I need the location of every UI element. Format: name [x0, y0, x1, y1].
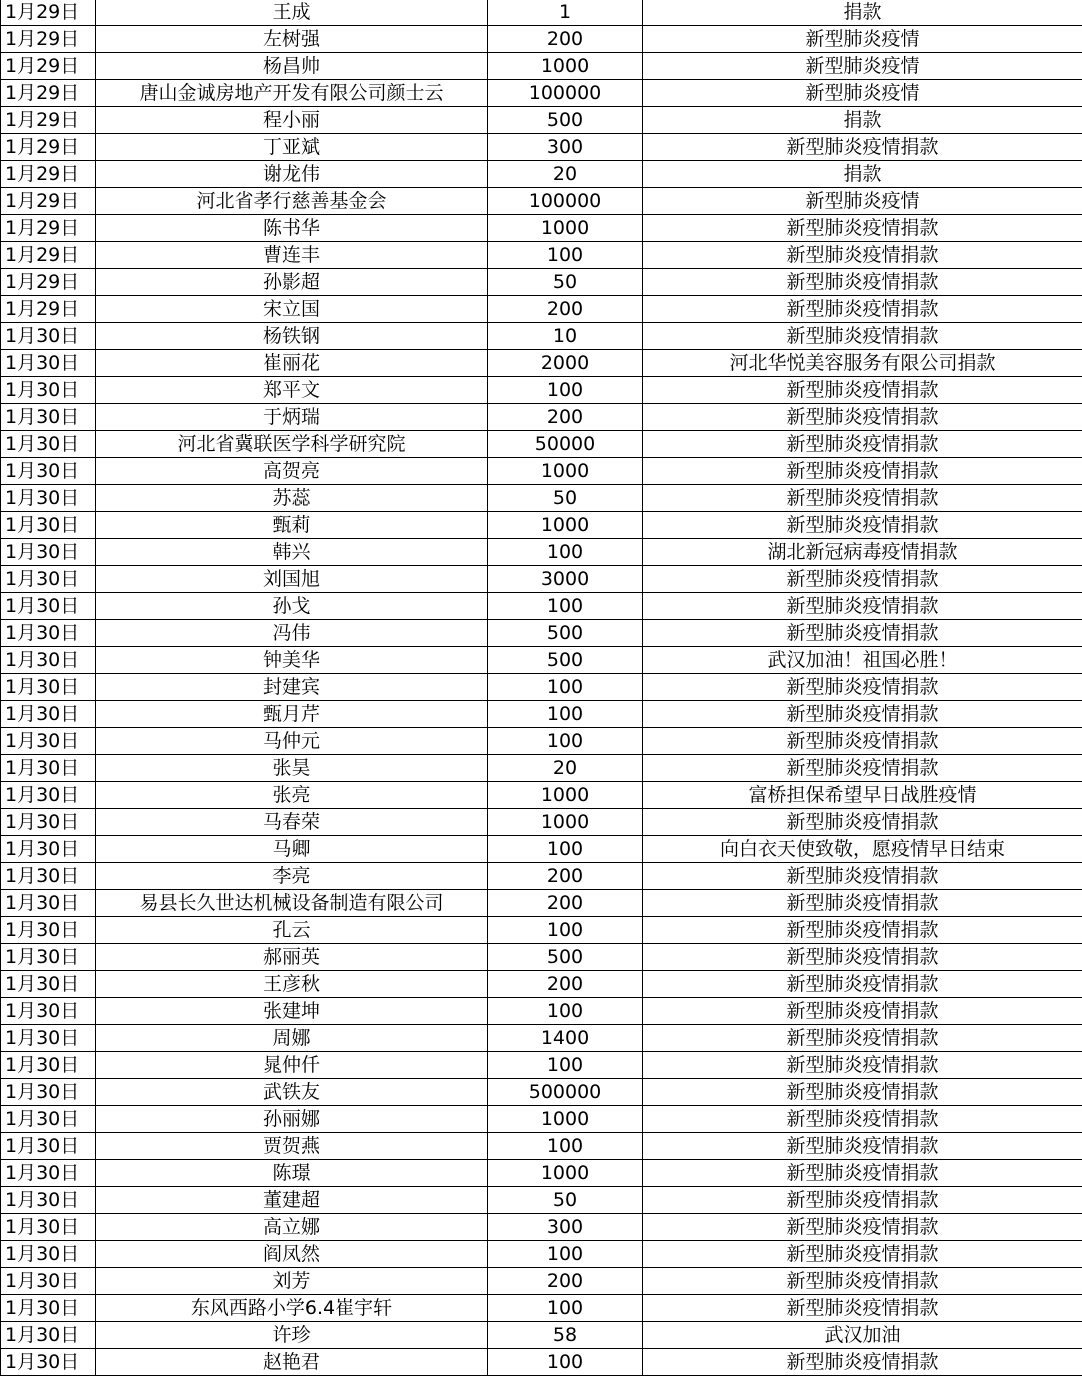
note-cell: 新型肺炎疫情: [643, 53, 1082, 80]
table-row: [1, 512, 1082, 539]
date-cell: 1月30日: [1, 620, 96, 647]
table-row: [1, 1268, 1082, 1295]
table-row: [1, 53, 1082, 80]
amount-cell: 1000: [488, 512, 643, 539]
donor-name-cell: 武铁友: [96, 1079, 488, 1106]
amount-cell: 100: [488, 917, 643, 944]
donor-name-cell: 高立娜: [96, 1214, 488, 1241]
date-cell: 1月30日: [1, 1187, 96, 1214]
amount-cell: 20: [488, 755, 643, 782]
table-row: [1, 215, 1082, 242]
table-row: [1, 458, 1082, 485]
date-cell: 1月29日: [1, 269, 96, 296]
table-row: [1, 296, 1082, 323]
donor-name-cell: 马春荣: [96, 809, 488, 836]
table-row: [1, 539, 1082, 566]
table-row: [1, 269, 1082, 296]
date-cell: 1月30日: [1, 1268, 96, 1295]
amount-cell: 100: [488, 998, 643, 1025]
note-cell: 新型肺炎疫情捐款: [643, 458, 1082, 485]
amount-cell: 500: [488, 107, 643, 134]
amount-cell: 100: [488, 242, 643, 269]
amount-cell: 100: [488, 728, 643, 755]
note-cell: 捐款: [643, 0, 1082, 26]
date-cell: 1月29日: [1, 215, 96, 242]
note-cell: 新型肺炎疫情捐款: [643, 620, 1082, 647]
amount-cell: 200: [488, 404, 643, 431]
table-row: [1, 701, 1082, 728]
note-cell: 新型肺炎疫情捐款: [643, 1241, 1082, 1268]
amount-cell: 20: [488, 161, 643, 188]
donor-name-cell: 冯伟: [96, 620, 488, 647]
table-row: [1, 485, 1082, 512]
note-cell: 新型肺炎疫情捐款: [643, 728, 1082, 755]
donor-name-cell: 刘国旭: [96, 566, 488, 593]
date-cell: 1月29日: [1, 134, 96, 161]
table-row: [1, 1133, 1082, 1160]
date-cell: 1月30日: [1, 917, 96, 944]
note-cell: 捐款: [643, 161, 1082, 188]
date-cell: 1月29日: [1, 242, 96, 269]
donor-name-cell: 王彦秋: [96, 971, 488, 998]
donor-name-cell: 周娜: [96, 1025, 488, 1052]
date-cell: 1月29日: [1, 161, 96, 188]
date-cell: 1月30日: [1, 944, 96, 971]
amount-cell: 300: [488, 1214, 643, 1241]
donation-table-body: [1, 0, 1082, 1376]
table-row: [1, 1079, 1082, 1106]
table-row: [1, 674, 1082, 701]
date-cell: 1月30日: [1, 512, 96, 539]
date-cell: 1月30日: [1, 404, 96, 431]
note-cell: 新型肺炎疫情捐款: [643, 1295, 1082, 1322]
date-cell: 1月30日: [1, 701, 96, 728]
date-cell: 1月30日: [1, 1214, 96, 1241]
donor-name-cell: 马仲元: [96, 728, 488, 755]
table-row: [1, 1214, 1082, 1241]
note-cell: 新型肺炎疫情捐款: [643, 269, 1082, 296]
note-cell: 新型肺炎疫情: [643, 80, 1082, 107]
note-cell: 新型肺炎疫情捐款: [643, 890, 1082, 917]
donor-name-cell: 苏蕊: [96, 485, 488, 512]
donor-name-cell: 张建坤: [96, 998, 488, 1025]
table-row: [1, 566, 1082, 593]
donor-name-cell: 丁亚斌: [96, 134, 488, 161]
note-cell: 向白衣天使致敬，愿疫情早日结束: [643, 836, 1082, 863]
date-cell: 1月30日: [1, 728, 96, 755]
date-cell: 1月30日: [1, 1349, 96, 1376]
amount-cell: 3000: [488, 566, 643, 593]
table-row: [1, 188, 1082, 215]
amount-cell: 500: [488, 944, 643, 971]
amount-cell: 100000: [488, 188, 643, 215]
date-cell: 1月29日: [1, 53, 96, 80]
date-cell: 1月30日: [1, 1133, 96, 1160]
donor-name-cell: 于炳瑞: [96, 404, 488, 431]
date-cell: 1月30日: [1, 836, 96, 863]
donor-name-cell: 易县长久世达机械设备制造有限公司: [96, 890, 488, 917]
table-row: [1, 350, 1082, 377]
date-cell: 1月30日: [1, 593, 96, 620]
note-cell: 新型肺炎疫情捐款: [643, 1052, 1082, 1079]
date-cell: 1月30日: [1, 782, 96, 809]
table-row: [1, 944, 1082, 971]
donor-name-cell: 孙影超: [96, 269, 488, 296]
table-row: [1, 809, 1082, 836]
date-cell: 1月30日: [1, 755, 96, 782]
note-cell: 新型肺炎疫情捐款: [643, 323, 1082, 350]
amount-cell: 50: [488, 1187, 643, 1214]
donor-name-cell: 高贺亮: [96, 458, 488, 485]
donor-name-cell: 张昊: [96, 755, 488, 782]
date-cell: 1月29日: [1, 107, 96, 134]
amount-cell: 1000: [488, 1106, 643, 1133]
amount-cell: 500: [488, 620, 643, 647]
amount-cell: 50: [488, 269, 643, 296]
note-cell: 新型肺炎疫情捐款: [643, 1133, 1082, 1160]
amount-cell: 200: [488, 1268, 643, 1295]
amount-cell: 1: [488, 0, 643, 26]
amount-cell: 2000: [488, 350, 643, 377]
amount-cell: 200: [488, 26, 643, 53]
note-cell: 新型肺炎疫情捐款: [643, 998, 1082, 1025]
table-row: [1, 890, 1082, 917]
donor-name-cell: 阎凤然: [96, 1241, 488, 1268]
donor-name-cell: 东风西路小学6.4崔宇轩: [96, 1295, 488, 1322]
amount-cell: 58: [488, 1322, 643, 1349]
donor-name-cell: 晁仲仟: [96, 1052, 488, 1079]
note-cell: 新型肺炎疫情捐款: [643, 404, 1082, 431]
table-row: [1, 1160, 1082, 1187]
table-row: [1, 971, 1082, 998]
amount-cell: 100: [488, 1052, 643, 1079]
table-row: [1, 404, 1082, 431]
date-cell: 1月30日: [1, 323, 96, 350]
donor-name-cell: 孙戈: [96, 593, 488, 620]
date-cell: 1月30日: [1, 809, 96, 836]
donor-name-cell: 韩兴: [96, 539, 488, 566]
amount-cell: 100: [488, 674, 643, 701]
table-row: [1, 0, 1082, 26]
date-cell: 1月30日: [1, 1295, 96, 1322]
donor-name-cell: 河北省冀联医学科学研究院: [96, 431, 488, 458]
note-cell: 武汉加油！祖国必胜！: [643, 647, 1082, 674]
note-cell: 新型肺炎疫情捐款: [643, 377, 1082, 404]
table-row: [1, 26, 1082, 53]
table-row: [1, 161, 1082, 188]
note-cell: 新型肺炎疫情捐款: [643, 674, 1082, 701]
date-cell: 1月29日: [1, 80, 96, 107]
donor-name-cell: 马卿: [96, 836, 488, 863]
donor-name-cell: 王成: [96, 0, 488, 26]
donor-name-cell: 左树强: [96, 26, 488, 53]
note-cell: 新型肺炎疫情捐款: [643, 512, 1082, 539]
note-cell: 湖北新冠病毒疫情捐款: [643, 539, 1082, 566]
amount-cell: 10: [488, 323, 643, 350]
amount-cell: 200: [488, 971, 643, 998]
table-row: [1, 620, 1082, 647]
date-cell: 1月29日: [1, 26, 96, 53]
amount-cell: 500000: [488, 1079, 643, 1106]
donor-name-cell: 陈璟: [96, 1160, 488, 1187]
date-cell: 1月30日: [1, 1160, 96, 1187]
note-cell: 新型肺炎疫情捐款: [643, 971, 1082, 998]
note-cell: 新型肺炎疫情捐款: [643, 1349, 1082, 1376]
donor-name-cell: 贾贺燕: [96, 1133, 488, 1160]
date-cell: 1月30日: [1, 539, 96, 566]
note-cell: 新型肺炎疫情捐款: [643, 1079, 1082, 1106]
donor-name-cell: 崔丽花: [96, 350, 488, 377]
note-cell: 河北华悦美容服务有限公司捐款: [643, 350, 1082, 377]
amount-cell: 50: [488, 485, 643, 512]
table-row: [1, 1295, 1082, 1322]
amount-cell: 100: [488, 377, 643, 404]
table-row: [1, 1349, 1082, 1376]
note-cell: 新型肺炎疫情: [643, 188, 1082, 215]
date-cell: 1月30日: [1, 998, 96, 1025]
amount-cell: 1000: [488, 53, 643, 80]
table-row: [1, 782, 1082, 809]
date-cell: 1月30日: [1, 674, 96, 701]
note-cell: 新型肺炎疫情捐款: [643, 917, 1082, 944]
table-row: [1, 863, 1082, 890]
donor-name-cell: 许珍: [96, 1322, 488, 1349]
table-row: [1, 323, 1082, 350]
table-row: [1, 134, 1082, 161]
amount-cell: 100: [488, 1349, 643, 1376]
table-row: [1, 1025, 1082, 1052]
donor-name-cell: 宋立国: [96, 296, 488, 323]
table-row: [1, 728, 1082, 755]
note-cell: 新型肺炎疫情捐款: [643, 566, 1082, 593]
amount-cell: 100: [488, 836, 643, 863]
donor-name-cell: 郝丽英: [96, 944, 488, 971]
date-cell: 1月30日: [1, 350, 96, 377]
note-cell: 武汉加油: [643, 1322, 1082, 1349]
donor-name-cell: 张亮: [96, 782, 488, 809]
amount-cell: 1000: [488, 215, 643, 242]
date-cell: 1月30日: [1, 1079, 96, 1106]
table-row: [1, 1322, 1082, 1349]
note-cell: 新型肺炎疫情捐款: [643, 1214, 1082, 1241]
amount-cell: 500: [488, 647, 643, 674]
table-row: [1, 107, 1082, 134]
note-cell: 新型肺炎疫情捐款: [643, 431, 1082, 458]
date-cell: 1月29日: [1, 0, 96, 26]
table-row: [1, 917, 1082, 944]
amount-cell: 100: [488, 1241, 643, 1268]
note-cell: 新型肺炎疫情捐款: [643, 215, 1082, 242]
amount-cell: 300: [488, 134, 643, 161]
date-cell: 1月29日: [1, 188, 96, 215]
note-cell: 捐款: [643, 107, 1082, 134]
date-cell: 1月30日: [1, 1322, 96, 1349]
donor-name-cell: 郑平文: [96, 377, 488, 404]
amount-cell: 200: [488, 863, 643, 890]
amount-cell: 1000: [488, 809, 643, 836]
date-cell: 1月30日: [1, 458, 96, 485]
date-cell: 1月30日: [1, 863, 96, 890]
donor-name-cell: 程小丽: [96, 107, 488, 134]
donor-name-cell: 河北省孝行慈善基金会: [96, 188, 488, 215]
amount-cell: 100: [488, 701, 643, 728]
table-row: [1, 755, 1082, 782]
donor-name-cell: 曹连丰: [96, 242, 488, 269]
date-cell: 1月29日: [1, 296, 96, 323]
date-cell: 1月30日: [1, 1106, 96, 1133]
amount-cell: 200: [488, 890, 643, 917]
amount-cell: 50000: [488, 431, 643, 458]
note-cell: 新型肺炎疫情捐款: [643, 1025, 1082, 1052]
amount-cell: 100: [488, 593, 643, 620]
note-cell: 新型肺炎疫情捐款: [643, 593, 1082, 620]
note-cell: 新型肺炎疫情捐款: [643, 809, 1082, 836]
donor-name-cell: 李亮: [96, 863, 488, 890]
note-cell: 富桥担保希望早日战胜疫情: [643, 782, 1082, 809]
date-cell: 1月30日: [1, 647, 96, 674]
amount-cell: 100: [488, 1295, 643, 1322]
amount-cell: 100: [488, 1133, 643, 1160]
note-cell: 新型肺炎疫情捐款: [643, 134, 1082, 161]
amount-cell: 100000: [488, 80, 643, 107]
table-row: [1, 836, 1082, 863]
table-row: [1, 377, 1082, 404]
note-cell: 新型肺炎疫情捐款: [643, 242, 1082, 269]
table-row: [1, 80, 1082, 107]
amount-cell: 1400: [488, 1025, 643, 1052]
amount-cell: 100: [488, 539, 643, 566]
amount-cell: 1000: [488, 1160, 643, 1187]
table-row: [1, 431, 1082, 458]
note-cell: 新型肺炎疫情捐款: [643, 863, 1082, 890]
table-row: [1, 1187, 1082, 1214]
donor-name-cell: 唐山金诚房地产开发有限公司颜士云: [96, 80, 488, 107]
date-cell: 1月30日: [1, 890, 96, 917]
note-cell: 新型肺炎疫情捐款: [643, 755, 1082, 782]
donor-name-cell: 董建超: [96, 1187, 488, 1214]
table-row: [1, 593, 1082, 620]
donor-name-cell: 甄月芹: [96, 701, 488, 728]
note-cell: 新型肺炎疫情捐款: [643, 1268, 1082, 1295]
date-cell: 1月30日: [1, 1241, 96, 1268]
amount-cell: 200: [488, 296, 643, 323]
donor-name-cell: 赵艳君: [96, 1349, 488, 1376]
date-cell: 1月30日: [1, 1025, 96, 1052]
note-cell: 新型肺炎疫情捐款: [643, 485, 1082, 512]
date-cell: 1月30日: [1, 971, 96, 998]
donor-name-cell: 刘芳: [96, 1268, 488, 1295]
note-cell: 新型肺炎疫情捐款: [643, 1187, 1082, 1214]
donor-name-cell: 陈书华: [96, 215, 488, 242]
donor-name-cell: 甄莉: [96, 512, 488, 539]
amount-cell: 1000: [488, 458, 643, 485]
note-cell: 新型肺炎疫情捐款: [643, 944, 1082, 971]
note-cell: 新型肺炎疫情捐款: [643, 1160, 1082, 1187]
donor-name-cell: 谢龙伟: [96, 161, 488, 188]
table-row: [1, 998, 1082, 1025]
table-row: [1, 647, 1082, 674]
note-cell: 新型肺炎疫情捐款: [643, 1106, 1082, 1133]
amount-cell: 1000: [488, 782, 643, 809]
table-row: [1, 1052, 1082, 1079]
table-row: [1, 1241, 1082, 1268]
table-row: [1, 1106, 1082, 1133]
donor-name-cell: 封建宾: [96, 674, 488, 701]
table-row: [1, 242, 1082, 269]
note-cell: 新型肺炎疫情捐款: [643, 701, 1082, 728]
date-cell: 1月30日: [1, 431, 96, 458]
donor-name-cell: 孔云: [96, 917, 488, 944]
note-cell: 新型肺炎疫情捐款: [643, 296, 1082, 323]
date-cell: 1月30日: [1, 1052, 96, 1079]
donor-name-cell: 钟美华: [96, 647, 488, 674]
donor-name-cell: 杨昌帅: [96, 53, 488, 80]
date-cell: 1月30日: [1, 377, 96, 404]
date-cell: 1月30日: [1, 485, 96, 512]
donor-name-cell: 杨铁钢: [96, 323, 488, 350]
date-cell: 1月30日: [1, 566, 96, 593]
note-cell: 新型肺炎疫情: [643, 26, 1082, 53]
donor-name-cell: 孙丽娜: [96, 1106, 488, 1133]
